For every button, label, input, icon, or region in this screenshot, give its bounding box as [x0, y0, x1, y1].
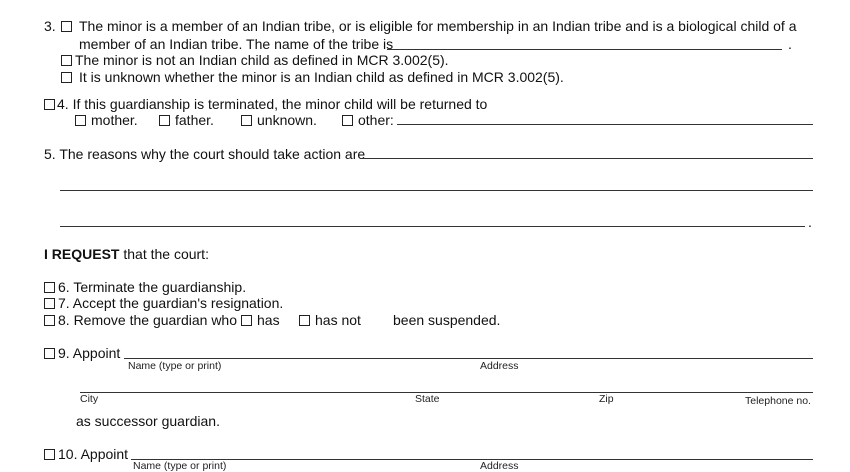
item-6-checkbox[interactable]: [44, 282, 55, 293]
reasons-field-line-3[interactable]: [60, 226, 805, 227]
item-5-label: 5. The reasons why the court should take action are: [44, 146, 366, 162]
item-8-label: 8. Remove the guardian who: [58, 312, 237, 328]
item-4-label: 4. If this guardianship is terminated, the minor child will be returned to: [57, 96, 488, 112]
request-heading-bold: I REQUEST: [44, 246, 120, 262]
item-5-end: .: [808, 214, 812, 230]
has-not-label: has not: [315, 312, 361, 328]
father-label: father.: [175, 112, 214, 128]
item-10-checkbox[interactable]: [44, 449, 55, 460]
item-9-label: 9. Appoint: [58, 345, 121, 361]
item-3-indian-member-checkbox[interactable]: [61, 21, 72, 32]
item-3-line-2: member of an Indian tribe. The name of the tribe is: [79, 36, 394, 52]
telephone-caption: Telephone no.: [745, 395, 811, 407]
zip-caption: Zip: [599, 393, 614, 405]
item-4-checkbox[interactable]: [44, 99, 55, 110]
has-label: has: [257, 312, 280, 328]
other-field[interactable]: [397, 124, 813, 125]
city-caption: City: [80, 393, 99, 405]
item-10-name-address-field[interactable]: [131, 459, 813, 460]
other-label: other:: [358, 112, 394, 128]
tribe-name-field[interactable]: [387, 49, 782, 50]
mother-label: mother.: [91, 112, 138, 128]
been-suspended-label: been suspended.: [393, 312, 501, 328]
item-3-number: 3.: [44, 18, 56, 34]
returned-to-other-checkbox[interactable]: [342, 115, 353, 126]
item-10-label: 10. Appoint: [58, 446, 129, 462]
item-7-checkbox[interactable]: [44, 298, 55, 309]
item-3-line-1: The minor is a member of an Indian tribe, or is eligible for membership in an Indian tribe and is a biological child of a: [79, 18, 797, 34]
item-3-unknown-checkbox[interactable]: [61, 72, 72, 83]
address-caption: Address: [480, 360, 519, 372]
unknown-label: unknown.: [257, 112, 317, 128]
item-10-name-caption: Name (type or print): [133, 460, 227, 472]
successor-name-address-field[interactable]: [124, 358, 813, 359]
item-3-not-indian-checkbox[interactable]: [61, 55, 72, 66]
item-3-unknown-label: It is unknown whether the minor is an Indian child as defined in MCR 3.002(5).: [79, 69, 564, 85]
item-10-address-caption: Address: [480, 460, 519, 472]
has-checkbox[interactable]: [241, 315, 252, 326]
successor-guardian-label: as successor guardian.: [76, 413, 220, 429]
returned-to-unknown-checkbox[interactable]: [241, 115, 252, 126]
has-not-checkbox[interactable]: [299, 315, 310, 326]
item-6-label: 6. Terminate the guardianship.: [58, 279, 247, 295]
request-heading-rest: that the court:: [119, 246, 209, 262]
item-7-label: 7. Accept the guardian's resignation.: [58, 295, 284, 311]
item-9-checkbox[interactable]: [44, 348, 55, 359]
returned-to-mother-checkbox[interactable]: [75, 115, 86, 126]
item-8-checkbox[interactable]: [44, 315, 55, 326]
successor-city-state-zip-field[interactable]: [80, 392, 813, 393]
item-3-not-indian-label: The minor is not an Indian child as defined in MCR 3.002(5).: [75, 52, 449, 68]
reasons-field-line-1[interactable]: [362, 158, 813, 159]
returned-to-father-checkbox[interactable]: [159, 115, 170, 126]
state-caption: State: [415, 393, 440, 405]
request-heading: [44, 246, 209, 262]
item-3-line-2-end: .: [788, 36, 792, 52]
name-caption: Name (type or print): [128, 360, 222, 372]
reasons-field-line-2[interactable]: [60, 190, 813, 191]
